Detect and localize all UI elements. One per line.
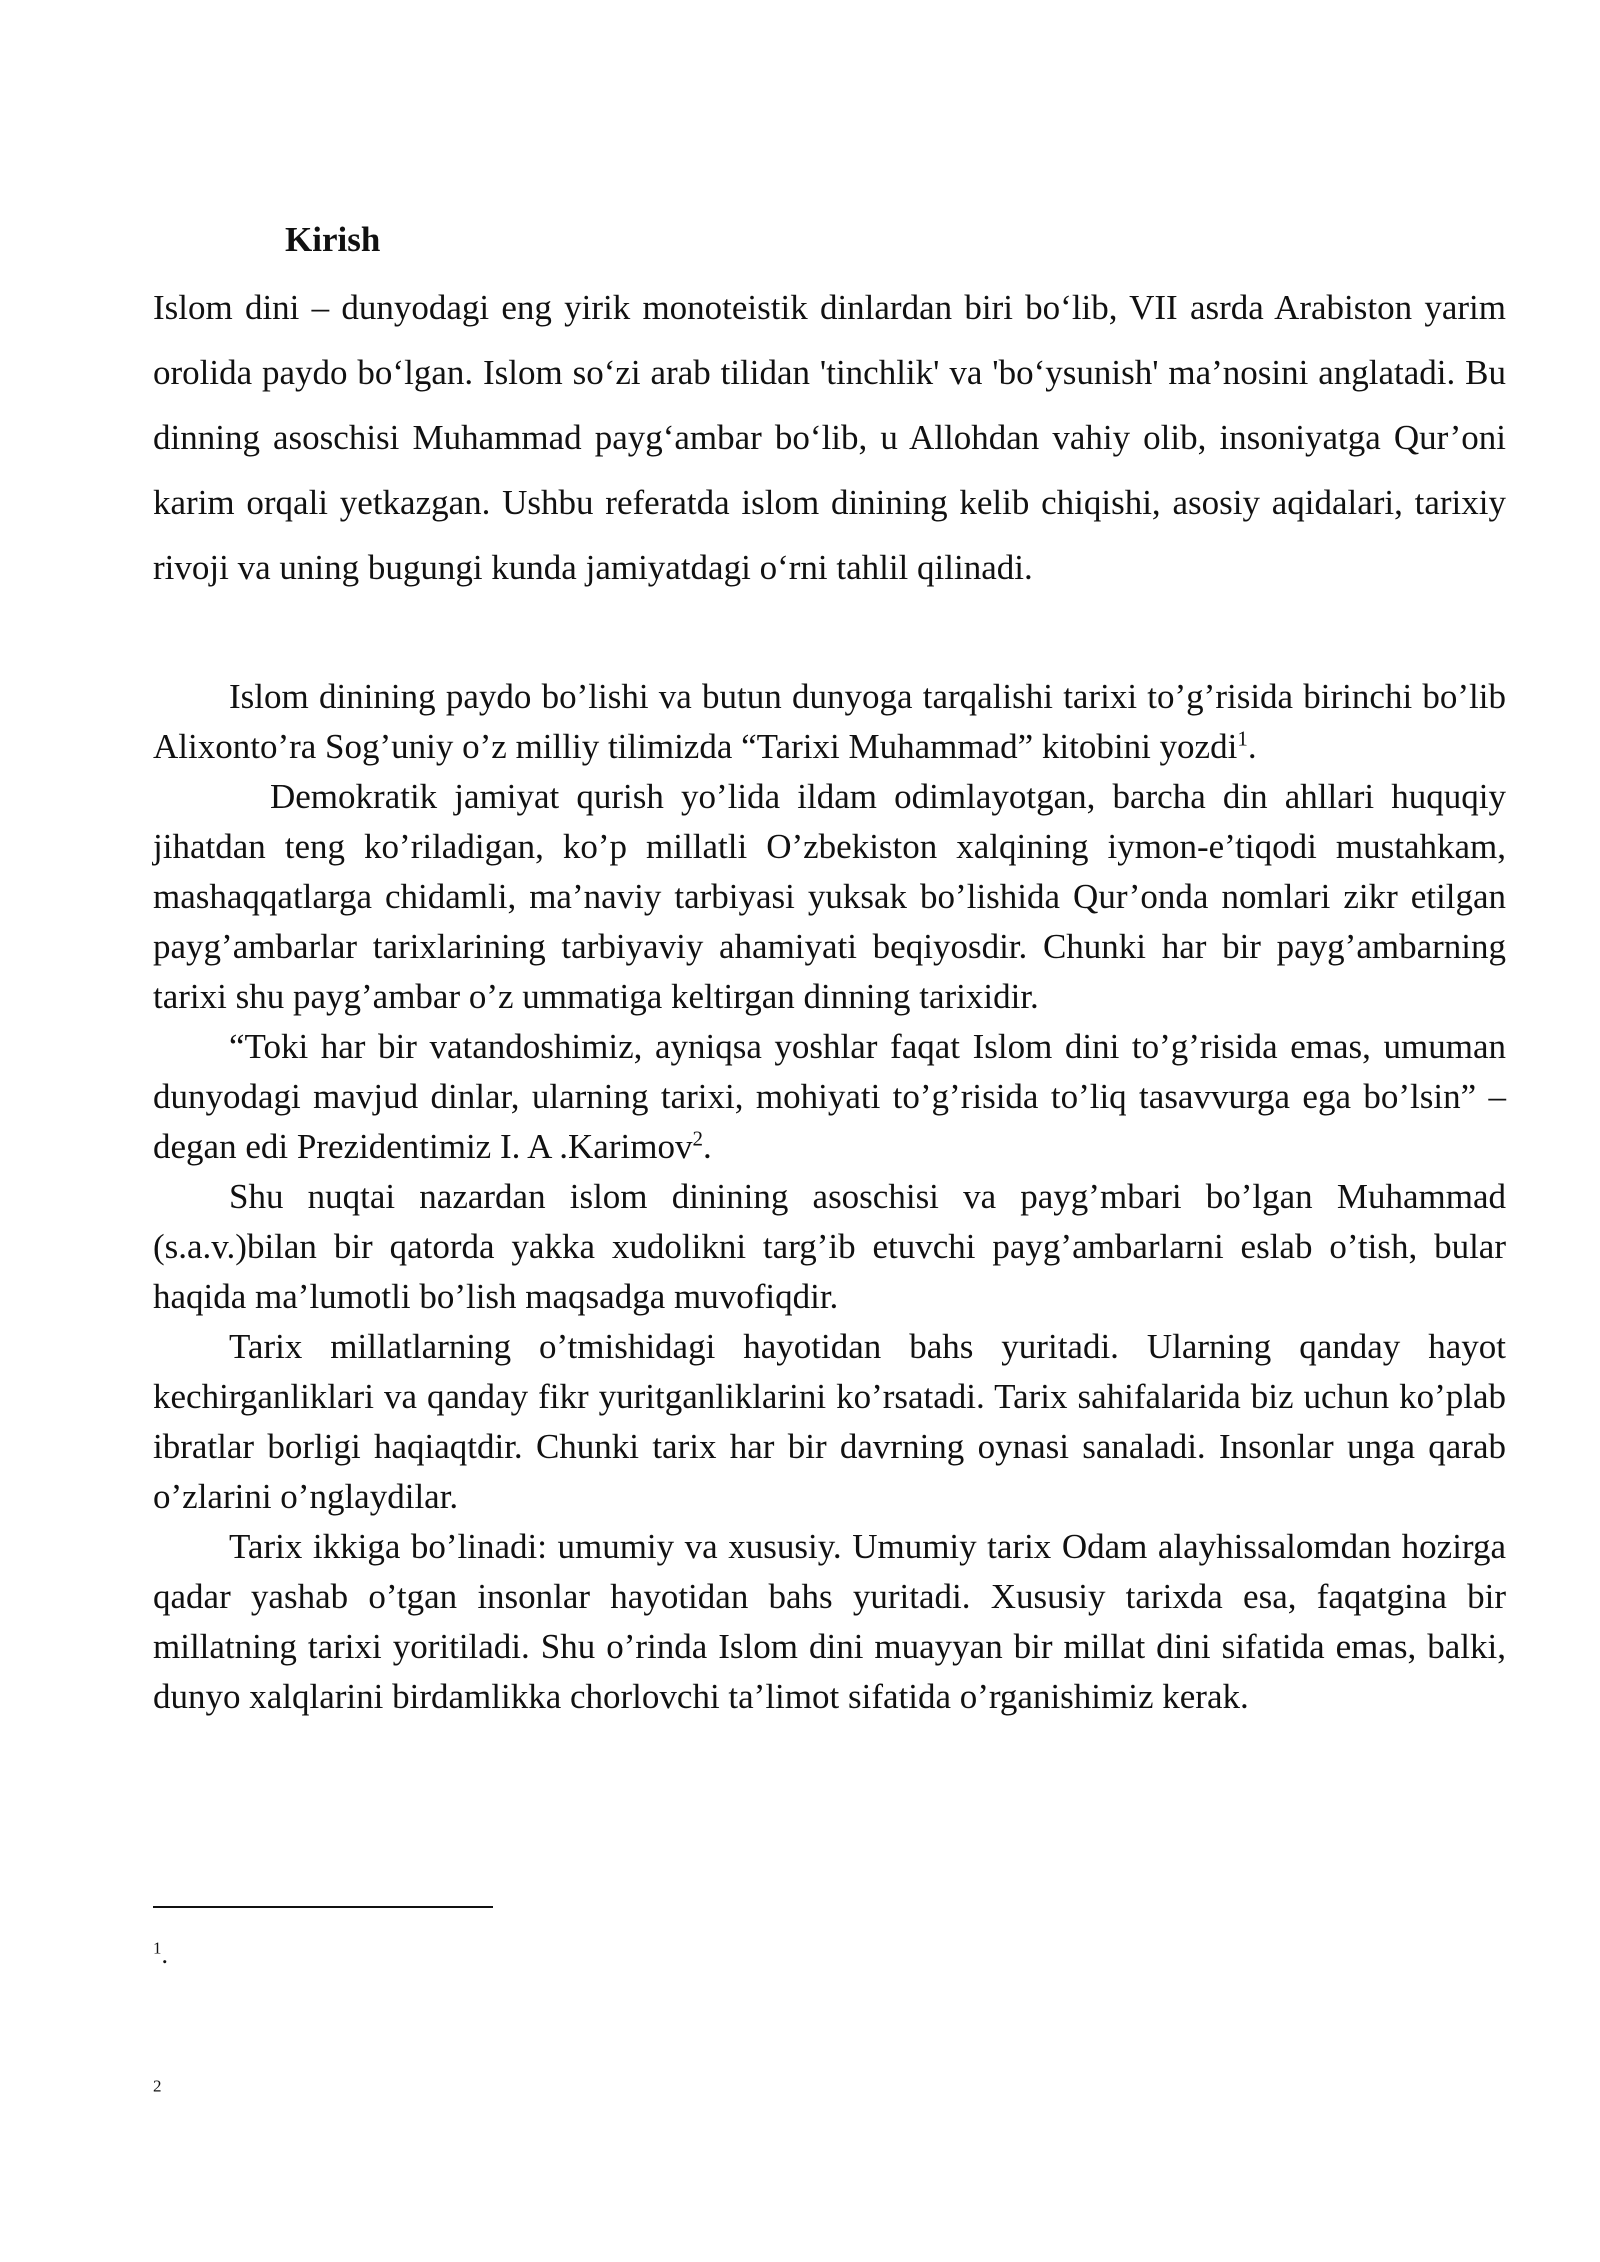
section-heading: Kirish	[285, 220, 381, 259]
paragraph-3-end: .	[702, 1127, 712, 1166]
footnote-1-text: .	[161, 1940, 168, 1969]
paragraph-3-text: “Toki har bir vatandoshimiz, ayniqsa yoshlar faqat Islom dini to’g’risida emas, umuman dunyodagi mavjud dinlar, ularning tarixi, mohiyati to’g’risida to’liq tasavvurga ega bo’lsin” – degan edi Prezidentimiz I. A .Karimov	[153, 1027, 1506, 1166]
paragraph-5: Tarix millatlarning o’tmishidagi hayotidan bahs yuritadi. Ularning qanday hayot kechirganliklari va qanday fikr yuritganliklarini ko’rsatadi. Tarix sahifalarida biz uchun ko’plab ibratlar borligi haqiaqtdir. Chunki tarix har bir davrning oynasi sanaladi. Insonlar unga qarab o’zlarini o’nglaydilar.	[153, 1327, 1506, 1516]
paragraph-1-end: .	[1247, 727, 1257, 766]
paragraph-2: Demokratik jamiyat qurish yo’lida ildam odimlayotgan, barcha din ahllari huquqiy jihatdan teng ko’riladigan, ko’p millatli O’zbekiston xalqining iymon-e’tiqodi mustahkam, mashaqqatlarga chidamli, ma’naviy tarbiyasi yuksak bo’lishida Qur’onda nomlari zikr etilgan payg’ambarlar tarixlarining tarbiyaviy ahamiyati beqiyosdir. Chunki har bir payg’ambarning tarixi shu payg’ambar o’z ummatiga keltirgan dinning tarixidir.	[153, 777, 1506, 1016]
footnote-ref-2[interactable]: 2	[692, 1126, 703, 1151]
paragraph-6: Tarix ikkiga bo’linadi: umumiy va xususiy. Umumiy tarix Odam alayhissalomdan hozirga qadar yashab o’tgan insonlar hayotidan bahs yuritadi. Xususiy tarixda esa, faqatgina bir millatning tarixi yoritiladi. Shu o’rinda Islom dini muayyan bir millat dini sifatida emas, balki, dunyo xalqlarini birdamlikka chorlovchi ta’limot sifatida o’rganishimiz kerak.	[153, 1527, 1506, 1716]
footnote-2-number: 2	[153, 2076, 162, 2096]
footnote-2	[153, 2078, 162, 2108]
footnote-ref-1[interactable]: 1	[1237, 726, 1248, 751]
footnote-separator	[153, 1906, 493, 1908]
body-paragraphs	[153, 672, 1506, 1722]
paragraph-3	[153, 1022, 1506, 1172]
paragraph-1-text: Islom dinining paydo bo’lishi va butun dunyoga tarqalishi tarixi to’g’risida birinchi bo’lib Alixonto’ra Sog’uniy o’z milliy tilimizda “Tarixi Muhammad” kitobini yozdi	[153, 677, 1506, 766]
intro-paragraph: Islom dini – dunyodagi eng yirik monoteistik dinlardan biri bo‘lib, VII asrda Arabiston yarim orolida paydo bo‘lgan. Islom so‘zi arab tilidan 'tinchlik' va 'bo‘ysunish' ma’nosini anglatadi. Bu dinning asoschisi Muhammad payg‘ambar bo‘lib, u Allohdan vahiy olib, insoniyatga Qur’oni karim orqali yetkazgan. Ushbu referatda islom dinining kelib chiqishi, asosiy aqidalari, tarixiy rivoji va uning bugungi kunda jamiyatdagi o‘rni tahlil qilinadi.	[153, 288, 1506, 587]
paragraph-4: Shu nuqtai nazardan islom dinining asoschisi va payg’mbari bo’lgan Muhammad (s.a.v.)bilan bir qatorda yakka xudolikni targ’ib etuvchi payg’ambarlarni eslab o’tish, bular haqida ma’lumotli bo’lish maqsadga muvofiqdir.	[153, 1177, 1506, 1316]
footnote-1-number: 1	[153, 1938, 162, 1958]
paragraph-1	[153, 672, 1506, 772]
footnote-1	[153, 1940, 168, 1970]
